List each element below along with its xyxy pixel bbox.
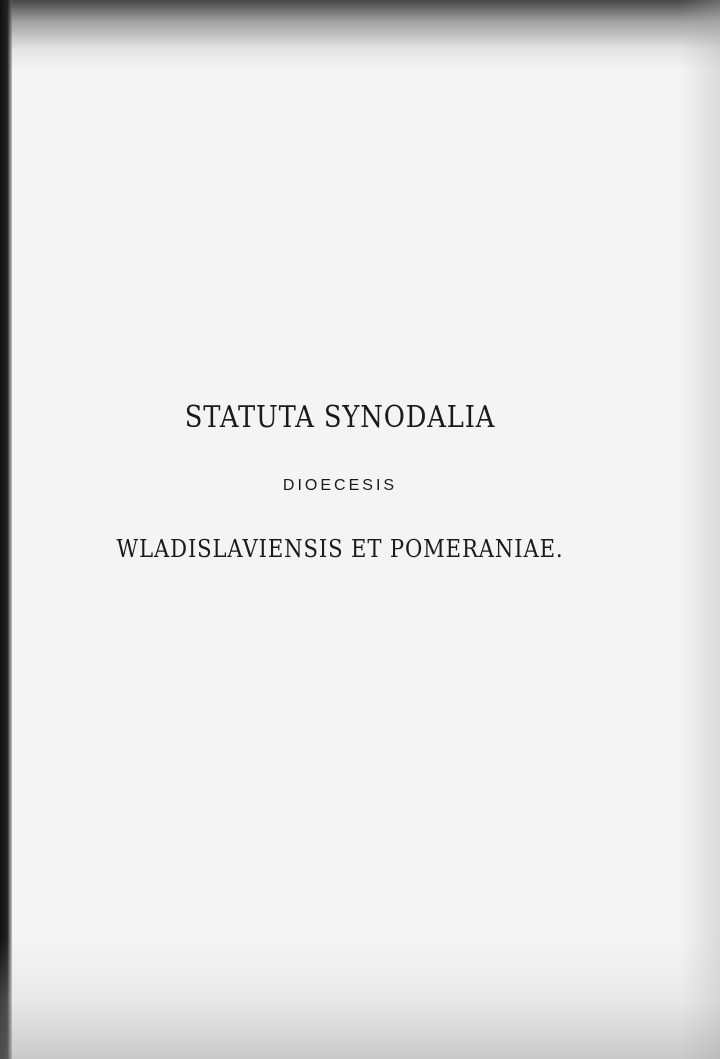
document-title: STATUTA SYNODALIA — [184, 400, 496, 435]
scan-shadow-bottom — [0, 939, 720, 1059]
document-subtitle: DIOECESIS — [282, 477, 398, 494]
scan-shadow-top — [0, 0, 720, 70]
scan-shadow-right — [680, 0, 720, 1059]
document-diocese-name: WLADISLAVIENSIS ET POMERANIAE. — [116, 535, 564, 563]
title-block — [0, 400, 680, 563]
